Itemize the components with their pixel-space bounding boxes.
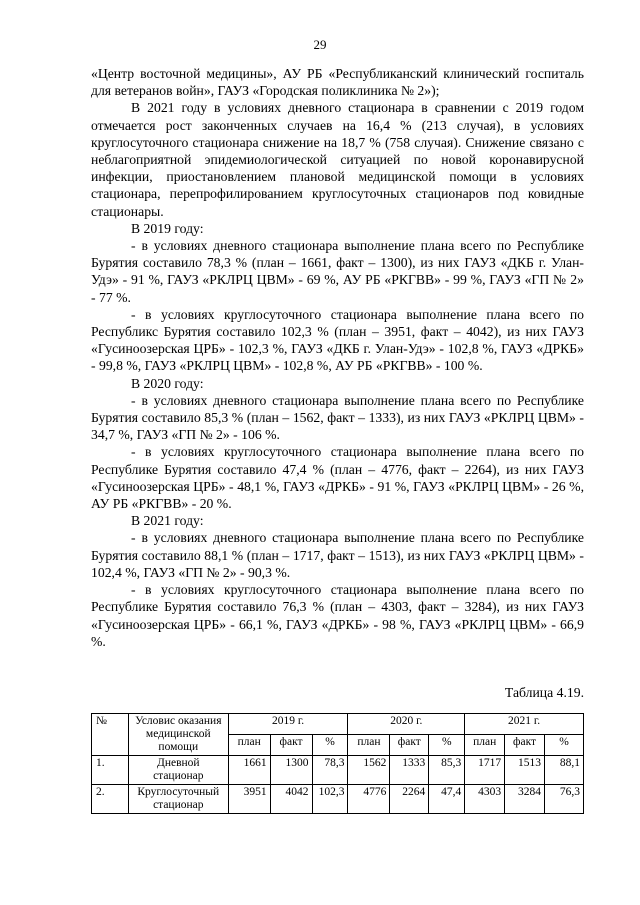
cell-value: 4042	[270, 785, 312, 814]
cell-value: 4303	[465, 785, 505, 814]
subheader-fact: факт	[390, 735, 429, 756]
paragraph: В 2021 году:	[131, 513, 204, 529]
paragraph: - в условиях дневного стационара выполнение плана всего по Республике Бурятия составило 78,3 % (план – 1661, факт – 1300), из них ГАУЗ «ДКБ г. Улан-Удэ» - 91 %, ГАУЗ «РКЛРЦ ЦВМ» - 69 %, АУ РБ «РКГВВ» - 99 %, ГАУЗ «ГП № 2» - 77 %.	[91, 238, 584, 305]
header-year: 2019 г.	[228, 714, 348, 735]
subheader-fact: факт	[505, 735, 545, 756]
subheader-percent: %	[312, 735, 348, 756]
cell-value: 3284	[505, 785, 545, 814]
cell-value: 2264	[390, 785, 429, 814]
table-row	[92, 756, 584, 785]
paragraph: В 2019 году:	[131, 220, 204, 236]
cell-value: 47,4	[429, 785, 465, 814]
cell-value: 1661	[228, 756, 270, 785]
subheader-plan: план	[465, 735, 505, 756]
subheader-plan: план	[348, 735, 390, 756]
header-num: №	[92, 714, 129, 756]
paragraph: - в условиях круглосуточного стационара выполнение плана всего по Республикс Бурятия составило 102,3 % (план – 3951, факт – 4042), из них ГАУЗ «Гусиноозерская ЦРБ» - 102,3 %, ГАУЗ «ДКБ г. Улан-Удэ» - 102,8 %, ГАУЗ «ДРКБ» - 99,8 %, ГАУЗ «РКЛРЦ ЦВМ» - 102,8 %, АУ РБ «РКГВВ» - 100 %.	[91, 306, 584, 374]
cell-value: 88,1	[545, 756, 584, 785]
cell-value: 1717	[465, 756, 505, 785]
cell-value: 1513	[505, 756, 545, 785]
cell-value: 76,3	[545, 785, 584, 814]
page-number: 29	[313, 37, 327, 52]
header-year: 2021 г.	[465, 714, 584, 735]
cell-value: 3951	[228, 785, 270, 814]
cell-value: 102,3	[312, 785, 348, 814]
paragraph: В 2020 году:	[131, 375, 204, 391]
header-condition: Условис оказания медицинской помощи	[128, 714, 228, 756]
row-condition: Дневной стационар	[128, 756, 228, 785]
table-caption: Таблица 4.19.	[504, 685, 584, 700]
paragraph: - в условиях дневного стационара выполнение плана всего по Республике Бурятия составило 88,1 % (план – 1717, факт – 1513), из них ГАУЗ «РКЛРЦ ЦВМ» - 102,4 %, ГАУЗ «ГП № 2» - 90,3 %.	[91, 530, 584, 580]
row-condition: Круглосуточный стационар	[128, 785, 228, 814]
cell-value: 85,3	[429, 756, 465, 785]
subheader-percent: %	[429, 735, 465, 756]
cell-value: 1562	[348, 756, 390, 785]
body-text	[91, 65, 584, 650]
table-header-row	[92, 714, 584, 735]
paragraph: - в условиях круглосуточного стационара выполнение плана всего по Республике Бурятия составило 47,4 % (план – 4776, факт – 2264), из них ГАУЗ «Гусиноозерская ЦРБ» - 48,1 %, ГАУЗ «ДРКБ» - 91 %, ГАУЗ «РКЛРЦ ЦВМ» - 26 %, АУ РБ «РКГВВ» - 20 %.	[91, 444, 584, 512]
cell-value: 78,3	[312, 756, 348, 785]
stats-table	[91, 713, 584, 814]
header-year: 2020 г.	[348, 714, 465, 735]
subheader-plan: план	[228, 735, 270, 756]
cell-value: 1333	[390, 756, 429, 785]
row-num: 1.	[92, 756, 129, 785]
paragraph: - в условиях круглосуточного стационара выполнение плана всего по Республике Бурятия составило 76,3 % (план – 4303, факт – 3284), из них ГАУЗ «Гусиноозерская ЦРБ» - 66,1 %, ГАУЗ «ДРКБ» - 98 %, ГАУЗ «РКЛРЦ ЦВМ» - 66,9 %.	[91, 582, 584, 649]
table-row	[92, 785, 584, 814]
subheader-fact: факт	[270, 735, 312, 756]
paragraph: - в условиях дневного стационара выполнение плана всего по Республике Бурятия составило 85,3 % (план – 1562, факт – 1333), из них ГАУЗ «РКЛРЦ ЦВМ» - 34,7 %, ГАУЗ «ГП № 2» - 106 %.	[91, 392, 584, 443]
paragraph: В 2021 году в условиях дневного стационара в сравнении с 2019 годом отмечается рост законченных случаев на 16,4 % (213 случая), в условиях круглосуточного стационара снижение на 18,7 % (758 случая). Снижение связано с неблагоприятной эпидемиологической ситуацией по новой коронавирусной инфекции, приостановлением плановой медицинской помощи в условиях стационара, перепрофилированием круглосуточных стационаров под ковидные стационары.	[91, 100, 584, 219]
cell-value: 1300	[270, 756, 312, 785]
paragraph: «Центр восточной медицины», АУ РБ «Республиканский клинический госпиталь для ветеранов войн», ГАУЗ «Городская поликлиника № 2»);	[91, 66, 584, 99]
row-num: 2.	[92, 785, 129, 814]
cell-value: 4776	[348, 785, 390, 814]
subheader-percent: %	[545, 735, 584, 756]
